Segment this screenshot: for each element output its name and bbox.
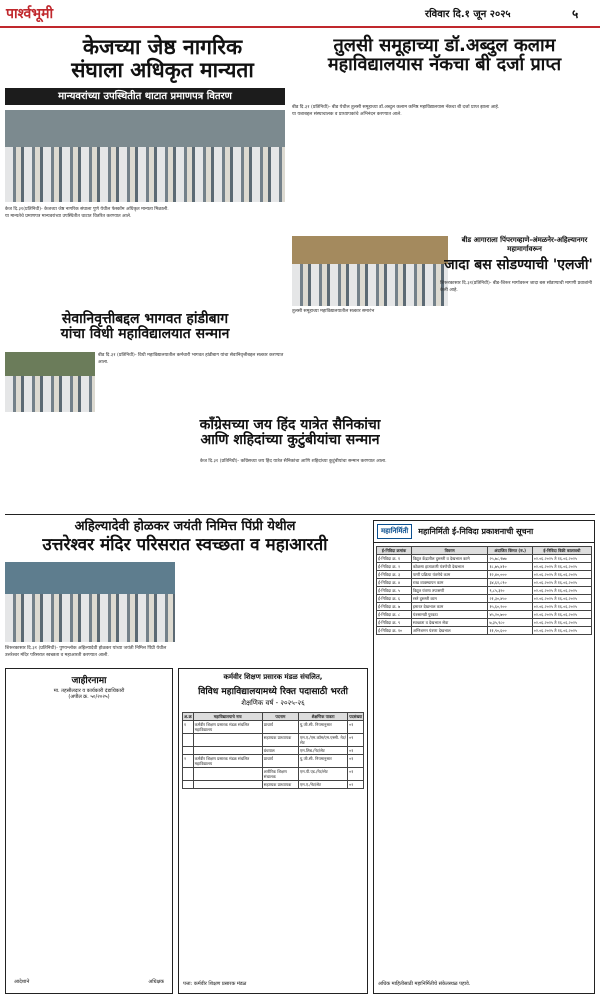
issue-date: रविवार दि.१ जून २०२५ [425,9,511,20]
tender-table-cell: १२,४०,००० [488,571,532,579]
tender-table-cell: १५,६०,२०० [488,603,532,611]
story3-headline: सेवानिवृत्तीबद्दल भागवत हांडीबाग यांचा विधी महाविद्यालयात सन्मान [60,311,230,343]
section-brand: पार्श्वभूमी [6,6,54,22]
notice-sign-right: अधिक्षक [148,979,164,985]
story2-photo [292,236,448,306]
recruit-table-row [183,768,364,781]
recruit-table-cell: ०१ [348,747,364,755]
tender-table-cell: ०२.०६.२०२५ ते १६.०६.२०२५ [532,611,591,619]
recruit-table-cell: कर्मवीर शिक्षण प्रसारक मंडळ संचलित महाविद्यालय [193,755,262,768]
story5-kicker: बीड आगाराला पिंपरगव्हाणे-अंमळनेर-अहिल्यानगर महामार्गावरून [461,236,588,253]
tender-table-cell: ई-निविदा क्र. ९ [377,619,412,627]
tender-table-cell: इमारत देखभाल काम [411,603,488,611]
recruit-table-cell [183,747,194,755]
recruit-table-cell [193,747,262,755]
story2-photo-caption: तुलसी समूहाच्या महाविद्यालयातील सत्कार समारंभ [292,309,375,314]
tender-table-cell: अग्निशमन यंत्रणा देखभाल [411,627,488,635]
tender-table-cell: ०२.०६.२०२५ ते १६.०६.२०२५ [532,619,591,627]
tender-table-column-header: ई-निविदा क्रमांक [377,547,412,555]
notice-title: जाहीरनामा [71,676,107,686]
tender-table-cell: कोळसा हाताळणी यंत्रणेची देखभाल [411,563,488,571]
story3-body: बीड दि.३१ (प्रतिनिधी)- विधी महाविद्यालयातील कर्मचारी भागवत हांडीबाग यांचा सेवानिवृत्तीबद्दल सत्कार करण्यात आला. [98,353,284,365]
recruit-table-cell: एम.लिब./नेट/सेट [298,747,347,755]
tender-table-column-header: अंदाजित किंमत (रु.) [488,547,532,555]
tender-table-cell: ०२.०६.२०२५ ते १६.०६.२०२५ [532,571,591,579]
recruit-table-cell: शारीरिक शिक्षण संचालक [262,768,298,781]
tender-table-cell: विद्युत यंत्रणा तपासणी [411,587,488,595]
tender-table-cell: ई-निविदा क्र. ४ [377,579,412,587]
tender-table-cell: ११,९०,६०० [488,627,532,635]
tender-table-cell: ३४,६२,८९० [488,579,532,587]
recruit-table-column-header: शैक्षणिक पात्रता [298,713,347,721]
story4-headline: काँग्रेसच्या जय हिंद यात्रेत सैनिकांचा आणि शहिदांच्या कुटुंबीयांचा सन्मान [199,417,381,449]
recruit-table-column-header: पदनाम [262,713,298,721]
tender-table [376,546,592,635]
tender-table-cell: ई-निविदा क्र. ५ [377,587,412,595]
recruit-table-cell [183,781,194,789]
notice-ref: (अपील क्र. ५०/२०२५) [68,694,110,700]
story5-body: शिरूरकासार दि.३१(प्रतिनिधी)- बीड-शिरूर मार्गावरून जादा बस सोडण्याची मागणी प्रवाशांनी केली आहे. [440,281,592,293]
tender-table-cell: राख व्यवस्थापन काम [411,579,488,587]
story6-photo [5,562,175,642]
section-divider [5,514,595,515]
recruit-table-cell: ०९ [348,734,364,747]
story6-headline: अहिल्यादेवी होळकर जयंती निमित्त पिंप्री येथील उत्तरेश्वर मंदिर परिसरात स्वच्छता व महाआरती [42,519,328,556]
tender-table-cell: ०२.०६.२०२५ ते १६.०६.२०२५ [532,595,591,603]
tender-table-cell: २५,७८,९७७ [488,555,532,563]
tender-table-cell: ई-निविदा क्र. ३ [377,571,412,579]
tender-table-row [377,563,592,571]
tender-table-row [377,627,592,635]
recruit-table-row [183,721,364,734]
story4-body: केज दि.३१ (प्रतिनिधी)- काँग्रेसच्या जय हिंद यात्रेत सैनिकांचा आणि शहिदांच्या कुटुंबीयांचा सन्मान करण्यात आला. [200,459,387,464]
tender-table-row [377,579,592,587]
tender-table-cell: ९,८५,३२० [488,587,532,595]
recruit-table-row [183,755,364,768]
public-notice [5,668,173,994]
tender-table-row [377,611,592,619]
tender-logo: महानिर्मिती [377,524,412,539]
recruit-table-cell: १ [183,721,194,734]
tender-table-cell: ४५,२०,७०० [488,611,532,619]
recruit-table-column-header: महाविद्यालयाचे नाव [193,713,262,721]
tender-table-row [377,555,592,563]
tender-table-cell: रस्ते दुरुस्ती काम [411,595,488,603]
recruit-table-cell: प्राचार्य [262,755,298,768]
recruit-table-cell [183,734,194,747]
story5-headline: जादा बस सोडण्याची 'एलजी' [444,257,593,273]
tender-table-cell: ०२.०६.२०२५ ते १६.०६.२०२५ [532,579,591,587]
tender-title: महानिर्मिती ई-निविदा प्रकाशनाची सूचना [418,527,534,536]
recruitment-ad [178,668,368,994]
recruit-contact: पत्ता: कर्मवीर शिक्षण प्रसारक मंडळ [183,981,247,987]
recruit-table-cell: कर्मवीर शिक्षण प्रसारक मंडळ संचलित महाविद्यालय [193,721,262,734]
recruit-table-cell [193,768,262,781]
recruit-table-cell: एम.ए./नेट/सेट [298,781,347,789]
notice-org: मा. तहसीलदार व कार्यकारी दंडाधिकारी [53,688,125,694]
recruit-table-cell [183,768,194,781]
tender-table-cell: ई-निविदा क्र. १० [377,627,412,635]
story1-body: केज दि.३१(प्रतिनिधी)- केजच्या जेष्ठ नागरिक संघाला पुणे येथील फेस्कॉम अधिकृत मान्यता मिळाली. या मान्यतेचे प्रमाणपत्र मान्यवरांच्या उपस्थितीत थाटात वितरित करण्यात आले. [5,207,169,219]
recruit-table-cell: ग्रंथपाल [262,747,298,755]
tender-table-cell: ई-निविदा क्र. २ [377,563,412,571]
recruit-table-cell: ०२ [348,781,364,789]
recruit-table-cell: ०१ [348,721,364,734]
tender-table-column-header: विवरण [411,547,488,555]
tender-table-cell: ई-निविदा क्र. ७ [377,603,412,611]
recruit-table-row [183,781,364,789]
tender-table-cell: ०२.०६.२०२५ ते १६.०६.२०२५ [532,563,591,571]
recruit-table-cell [193,781,262,789]
story2-headline: तुलसी समूहाच्या डॉ.अब्दुल कलाम महाविद्यालयास नॅकचा बी दर्जा प्राप्त [327,35,562,76]
notice-sign-left: आदेशाने [14,979,30,985]
tender-table-column-header: ई-निविदा विक्री कालावधी [532,547,591,555]
tender-table-row [377,571,592,579]
recruit-table-cell: सहाय्यक प्राध्यापक [262,781,298,789]
tender-table-cell: ७,३५,९८० [488,619,532,627]
tender-table-cell: ई-निविदा क्र. ८ [377,611,412,619]
recruit-table-cell: एम.ए./एम.कॉम/एम.एस्सी. नेट/सेट [299,735,346,745]
recruit-table-cell: सहाय्यक प्राध्यापक [262,734,298,747]
tender-notice [373,520,595,994]
recruit-table-cell: ०१ [348,768,364,781]
tender-table-row [377,603,592,611]
tender-table-row [377,619,592,627]
story1-subhead: मान्यवरांच्या उपस्थितीत थाटात प्रमाणपत्र वितरण [5,88,285,105]
recruit-table-cell: ०१ [348,755,364,768]
tender-table-row [377,587,592,595]
tender-table-cell: २१,३०,४५० [488,595,532,603]
recruit-table-cell: २ [183,755,194,768]
tender-table-cell: १८,७५,४१० [488,563,532,571]
story1-photo [5,110,285,202]
tender-table-cell: ०२.०६.२०२५ ते १६.०६.२०२५ [532,555,591,563]
recruit-table-cell: यु.जी.सी. नियमानुसार [298,721,347,734]
recruit-table-cell: एम.पी.एड./नेट/सेट [298,768,347,781]
tender-table-cell: ०२.०६.२०२५ ते १६.०६.२०२५ [532,627,591,635]
story2-body: बीड दि.३१ (प्रतिनिधी)- बीड येथील तुलसी समूहाच्या डॉ.अब्दुल कलाम कनिष्ठ महाविद्यालयास नॅकचा बी दर्जा प्राप्त झाला आहे. या यशाबद्दल संस्थाचालक व प्राध्यापकांचे अभिनंदन करण्यात आले. [292,105,500,117]
recruit-title: विविध महाविद्यालयामध्ये रिक्त पदासाठी भरती [198,687,348,697]
recruit-org: कर्मवीर शिक्षण प्रसारक मंडळ संचलित, [223,673,323,681]
recruit-table-row [183,747,364,755]
recruit-table-cell: यु.जी.सी. नियमानुसार [298,755,347,768]
story6-body: शिरूरकासार दि.३१ (प्रतिनिधी)- पुण्यश्लोक अहिल्यादेवी होळकर यांच्या जयंती निमित्त पिंप्री येथील उत्तरेश्वर मंदिर परिसरात स्वच्छता व महाआरती करण्यात आली. [5,646,167,658]
recruit-year: शैक्षणिक वर्ष - २०२५-२६ [241,699,305,707]
tender-footer: अधिक माहितीसाठी महानिर्मितीचे संकेतस्थळ पहावे. [378,981,471,987]
recruit-table-column-header: अ.क्र [184,714,192,719]
recruit-table-cell: प्राचार्य [262,721,298,734]
tender-table-cell: विद्युत केंद्रातील दुरुस्ती व देखभाल कामे [411,555,488,563]
recruit-table-column-header: पदसंख्या [349,714,362,719]
tender-table-cell: ०२.०६.२०२५ ते १६.०६.२०२५ [532,587,591,595]
story1-headline: केजच्या जेष्ठ नागरिक संघाला अधिकृत मान्यता [71,35,254,82]
tender-table-cell: पाणी प्रक्रिया यंत्रणेचे काम [411,571,488,579]
tender-table-row [377,595,592,603]
tender-table-cell: स्वच्छता व देखभाल सेवा [411,619,488,627]
recruit-table-cell [193,734,262,747]
story3-photo [5,352,95,412]
tender-table-cell: यंत्रसामग्री पुरवठा [411,611,488,619]
tender-table-cell: ई-निविदा क्र. ६ [377,595,412,603]
tender-table-cell: ०२.०६.२०२५ ते १६.०६.२०२५ [532,603,591,611]
page-number: ५ [572,7,579,21]
recruit-table [182,712,364,789]
recruit-table-row [183,734,364,747]
tender-table-cell: ई-निविदा क्र. १ [377,555,412,563]
